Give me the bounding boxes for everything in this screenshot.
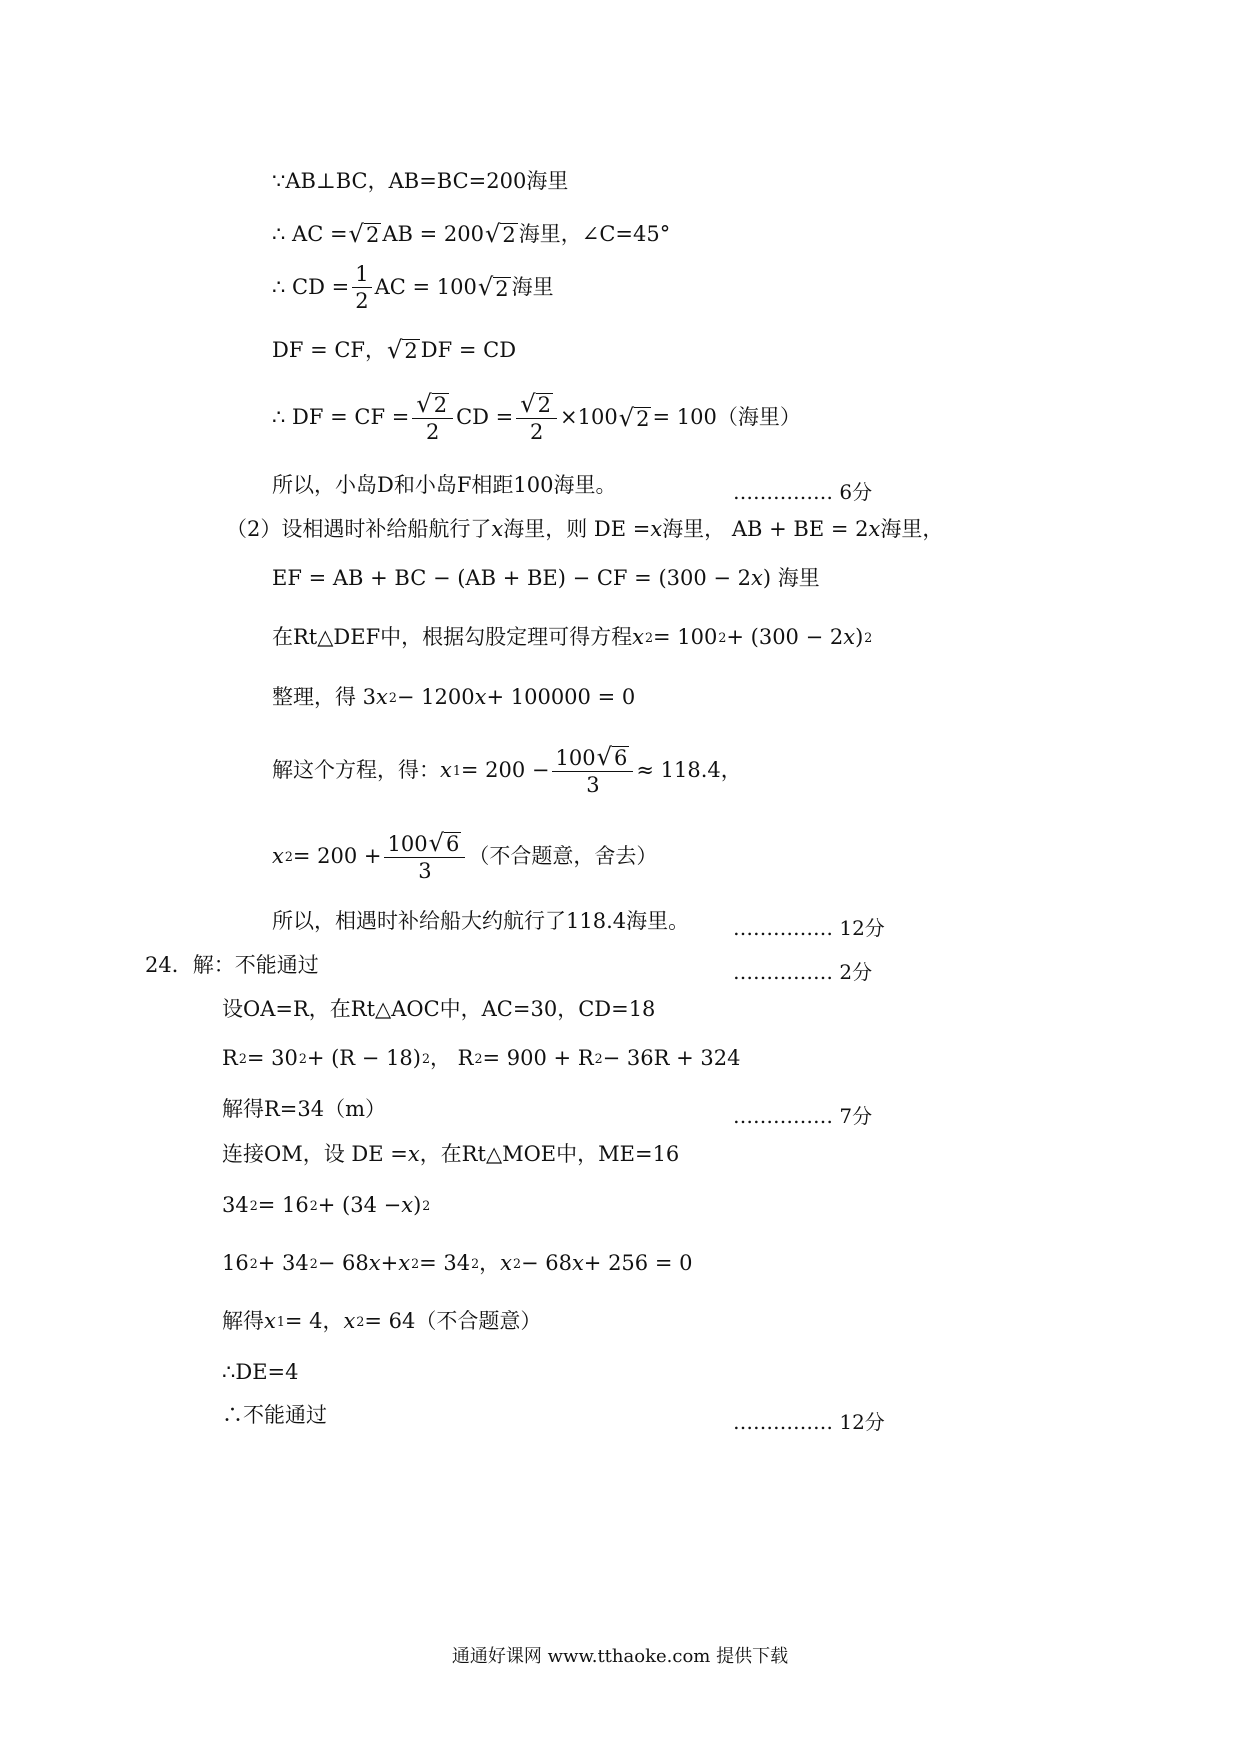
sqrt-symbol: √ 2 bbox=[387, 336, 418, 364]
text: = 16 bbox=[257, 1193, 309, 1217]
var: x bbox=[571, 1251, 584, 1275]
var: x bbox=[407, 1142, 420, 1166]
var: x bbox=[474, 685, 487, 709]
score-mark-12: …………… 12分 bbox=[733, 916, 885, 940]
text: + (R − 18) bbox=[306, 1046, 421, 1070]
text: ) 海里 bbox=[762, 566, 820, 590]
proof-line-9: 在Rt△DEF中，根据勾股定理可得方程 x 2 = 100 2 + (300 − 2 x ) 2 bbox=[272, 625, 873, 649]
text: 解得R=34（m） bbox=[222, 1097, 387, 1121]
var: x bbox=[491, 517, 504, 541]
text: = 900 + R bbox=[482, 1046, 594, 1070]
text: = 30 bbox=[246, 1046, 298, 1070]
text: （2）设相遇时补给船航行了 bbox=[226, 517, 492, 541]
proof-line-17 bbox=[222, 1098, 386, 1121]
text: 所以，相遇时补给船大约航行了118.4海里。 bbox=[272, 909, 690, 933]
text: 海里， AB + BE = 2 bbox=[662, 517, 869, 541]
proof-line-13 bbox=[272, 910, 689, 933]
text: 16 bbox=[222, 1251, 249, 1275]
text: 在Rt△DEF中，根据勾股定理可得方程 bbox=[272, 625, 633, 649]
fraction: √ 2 2 bbox=[412, 392, 453, 443]
score-mark-7: …………… 7分 bbox=[733, 1104, 873, 1128]
text: = 64（不合题意） bbox=[364, 1309, 542, 1333]
text: = 100（海里） bbox=[652, 405, 801, 430]
score-mark-12-final: …………… 12分 bbox=[733, 1410, 885, 1434]
proof-line-20: 16 2 + 34 2 − 68 x + x 2 = 34 2 ， x 2 − 68 x + 256 = 0 bbox=[222, 1251, 693, 1275]
text: = 200 + bbox=[292, 844, 382, 869]
var: x bbox=[398, 1251, 411, 1275]
var: x bbox=[343, 1309, 356, 1333]
page-footer: 通通好课网 www.tthaoke.com 提供下载 bbox=[451, 1646, 789, 1667]
var: x bbox=[650, 517, 663, 541]
fraction: √ 2 2 bbox=[516, 392, 557, 443]
sqrt-symbol: √ 2 bbox=[618, 403, 650, 432]
text: EF = AB + BC − (AB + BE) − CF = (300 − 2 bbox=[272, 566, 752, 590]
var: x bbox=[264, 1309, 276, 1333]
sqrt-symbol: √ 2 bbox=[348, 220, 380, 248]
text: 连接OM，设 DE = bbox=[222, 1142, 408, 1166]
text: − 68 bbox=[317, 1251, 369, 1275]
proof-line-1 bbox=[272, 170, 568, 193]
proof-line-19: 34 2 = 16 2 + (34 − x ) 2 bbox=[222, 1193, 431, 1217]
proof-line-4 bbox=[272, 338, 516, 362]
proof-line-15 bbox=[222, 998, 655, 1021]
proof-line-8 bbox=[272, 567, 820, 590]
text: = 34 bbox=[419, 1251, 471, 1275]
sqrt-symbol: √ 2 bbox=[484, 220, 516, 248]
text: ∴ AC = bbox=[272, 221, 348, 246]
text: R bbox=[222, 1046, 238, 1070]
proof-line-18 bbox=[222, 1143, 679, 1166]
text: 所以，小岛D和小岛F相距100海里。 bbox=[272, 473, 617, 497]
text: − 1200 bbox=[396, 685, 475, 709]
text: ， R bbox=[430, 1046, 474, 1070]
text: − 36R + 324 bbox=[602, 1046, 741, 1070]
proof-line-7 bbox=[226, 518, 943, 541]
text: 解这个方程，得： bbox=[272, 758, 440, 783]
text: ，在Rt△MOE中，ME=16 bbox=[419, 1142, 680, 1166]
text: + bbox=[380, 1251, 399, 1275]
text: = 4， bbox=[284, 1309, 344, 1333]
text: ∵AB⊥BC，AB=BC=200海里 bbox=[272, 169, 569, 193]
proof-line-16: R 2 = 30 2 + (R − 18) 2 ， R 2 = 900 + R 2 − 36R + 324 bbox=[222, 1046, 741, 1070]
fraction: 100 √ 6 3 bbox=[384, 831, 465, 882]
proof-line-14 bbox=[145, 954, 319, 977]
score-mark-6: …………… 6分 bbox=[733, 480, 873, 504]
text: 海里 bbox=[511, 275, 554, 299]
proof-line-23 bbox=[222, 1404, 327, 1427]
text: 设OA=R，在Rt△AOC中，AC=30，CD=18 bbox=[222, 997, 656, 1021]
sqrt-symbol: √ 2 bbox=[477, 273, 509, 302]
text: + 100000 = 0 bbox=[486, 685, 636, 709]
proof-line-6 bbox=[272, 474, 617, 497]
text: CD = bbox=[456, 405, 514, 430]
text: （不合题意，舍去） bbox=[468, 844, 658, 869]
proof-line-10: 整理，得 3 x 2 − 1200 x + 100000 = 0 bbox=[272, 685, 636, 709]
var: x bbox=[376, 685, 388, 709]
text: 海里， bbox=[880, 517, 944, 541]
var: x bbox=[843, 625, 856, 649]
proof-line-3 bbox=[272, 263, 554, 312]
text: AB = 200 bbox=[382, 221, 484, 246]
var: x bbox=[632, 625, 644, 649]
text: ≈ 118.4， bbox=[636, 758, 742, 783]
text: ×100 bbox=[560, 405, 618, 430]
text: − 68 bbox=[520, 1251, 572, 1275]
text: = 100 bbox=[653, 625, 718, 649]
var: x bbox=[500, 1251, 512, 1275]
text: ， bbox=[479, 1251, 501, 1275]
text: DF = CF， bbox=[272, 337, 386, 362]
text: ) bbox=[413, 1193, 422, 1217]
text: + 256 = 0 bbox=[583, 1251, 693, 1275]
text: 解得 bbox=[222, 1309, 264, 1333]
text: ∴ DF = CF = bbox=[272, 405, 410, 430]
var: x bbox=[868, 517, 881, 541]
text: ∴ CD = bbox=[272, 275, 350, 299]
text: ∴不能通过 bbox=[222, 1403, 327, 1427]
text: 海里，∠C=45° bbox=[518, 221, 671, 246]
question-heading: 24．解：不能通过 bbox=[145, 953, 319, 977]
text: 整理，得 3 bbox=[272, 685, 377, 709]
text: DF = CD bbox=[420, 337, 517, 362]
fraction: $\frac{1}{2}$ bbox=[352, 263, 371, 312]
fraction: 100 √ 6 3 bbox=[552, 745, 633, 796]
var: x bbox=[401, 1193, 414, 1217]
text: + 34 bbox=[257, 1251, 309, 1275]
text: + (34 − bbox=[317, 1193, 402, 1217]
proof-line-22 bbox=[222, 1361, 298, 1384]
text: = 200 − bbox=[460, 758, 550, 783]
var: x bbox=[368, 1251, 381, 1275]
proof-line-2 bbox=[272, 222, 670, 246]
text: 海里，则 DE = bbox=[503, 517, 651, 541]
var: x bbox=[440, 758, 452, 783]
var: x bbox=[272, 844, 284, 869]
proof-line-5 bbox=[272, 392, 801, 443]
text: ∴DE=4 bbox=[222, 1360, 299, 1384]
var: x bbox=[751, 566, 763, 590]
proof-line-11: 解这个方程，得： x 1 = 200 − 100 √ 6 3 ≈ 118.4， bbox=[272, 743, 742, 798]
text: + (300 − 2 bbox=[726, 625, 844, 649]
score-mark-2: …………… 2分 bbox=[733, 960, 873, 984]
proof-line-12: x 2 = 200 + 100 √ 6 3 （不合题意，舍去） bbox=[272, 829, 658, 884]
text: AC = 100 bbox=[374, 275, 477, 299]
text: ) bbox=[855, 625, 864, 649]
text: 34 bbox=[222, 1193, 249, 1217]
proof-line-21: 解得 x 1 = 4， x 2 = 64（不合题意） bbox=[222, 1309, 542, 1333]
